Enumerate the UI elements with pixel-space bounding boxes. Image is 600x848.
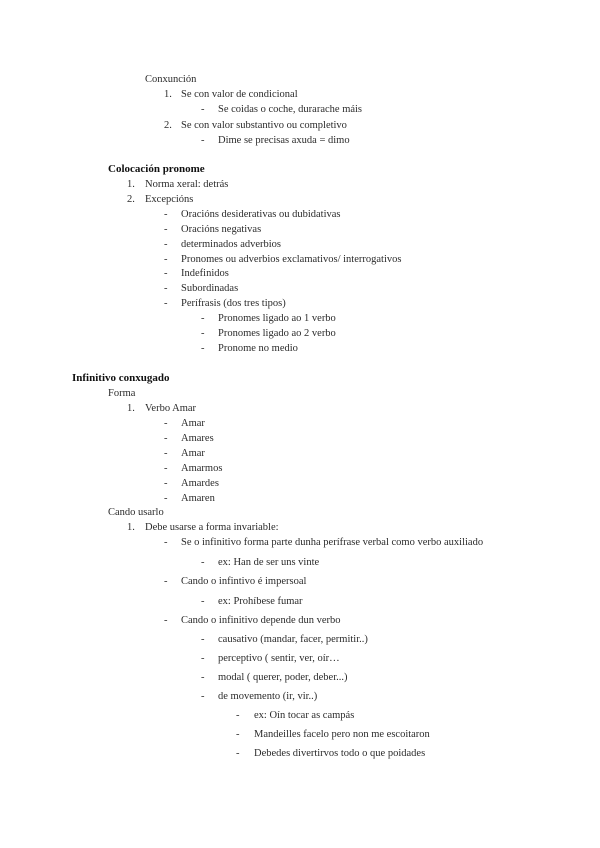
- list-item: Se con valor de condicional: [181, 89, 298, 100]
- list-item: Cando o infintivo é impersoal: [181, 576, 307, 587]
- list-marker: -: [201, 557, 205, 568]
- list-marker: -: [164, 209, 168, 220]
- list-marker: -: [236, 710, 240, 721]
- list-item: ex: Prohíbese fumar: [218, 596, 303, 607]
- list-item: Amarmos: [181, 463, 223, 474]
- list-item: Subordinadas: [181, 283, 239, 294]
- list-marker: -: [164, 463, 168, 474]
- list-item: Excepcións: [145, 194, 194, 205]
- list-item: ex: Han de ser uns vinte: [218, 557, 320, 568]
- list-marker: -: [164, 478, 168, 489]
- subheading-conxuncion: Conxunción: [145, 74, 197, 85]
- list-item: Pronomes ou adverbios exclamativos/ interrogativos: [181, 254, 402, 265]
- list-item: de movemento (ir, vir..): [218, 691, 318, 702]
- list-item: Norma xeral: detrás: [145, 179, 229, 190]
- list-item: Amaren: [181, 493, 215, 504]
- list-marker: -: [164, 448, 168, 459]
- list-marker: -: [201, 596, 205, 607]
- list-marker: -: [164, 268, 168, 279]
- list-item: perceptivo ( sentir, ver, oír…: [218, 653, 340, 664]
- section-heading-infinitivo: Infinitivo conxugado: [72, 372, 170, 384]
- list-item: ex: Oín tocar as campás: [254, 710, 355, 721]
- list-item: Pronomes ligado ao 2 verbo: [218, 328, 336, 339]
- list-marker: -: [201, 343, 205, 354]
- list-item: Amar: [181, 418, 205, 429]
- list-item: modal ( querer, poder, deber...): [218, 672, 348, 683]
- list-marker: -: [164, 418, 168, 429]
- list-marker: -: [236, 748, 240, 759]
- list-marker: 2.: [127, 194, 135, 205]
- list-item: Oracións negativas: [181, 224, 262, 235]
- list-item: Pronomes ligado ao 1 verbo: [218, 313, 336, 324]
- list-marker: -: [164, 239, 168, 250]
- list-item: Perífrasis (dos tres tipos): [181, 298, 286, 309]
- list-marker: -: [201, 313, 205, 324]
- list-marker: -: [201, 328, 205, 339]
- list-marker: -: [164, 224, 168, 235]
- list-marker: -: [236, 729, 240, 740]
- list-item: Indefinidos: [181, 268, 229, 279]
- list-marker: 1.: [127, 179, 135, 190]
- list-marker: -: [164, 576, 168, 587]
- list-item: determinados adverbios: [181, 239, 282, 250]
- list-marker: -: [164, 283, 168, 294]
- list-marker: -: [164, 298, 168, 309]
- list-item: Mandeilles facelo pero non me escoitaron: [254, 729, 430, 740]
- list-marker: 1.: [127, 522, 135, 533]
- list-item: Amares: [181, 433, 214, 444]
- list-marker: -: [164, 433, 168, 444]
- list-marker: -: [201, 672, 205, 683]
- list-marker: -: [164, 537, 168, 548]
- list-item: Debe usarse a forma invariable:: [145, 522, 279, 533]
- list-marker: 2.: [164, 120, 172, 131]
- list-marker: -: [164, 254, 168, 265]
- list-marker: -: [164, 615, 168, 626]
- list-item: Amar: [181, 448, 205, 459]
- list-marker: -: [201, 634, 205, 645]
- subheading-cando-usarlo: Cando usarlo: [108, 507, 164, 518]
- list-marker: -: [201, 653, 205, 664]
- list-item: Cando o infinitivo depende dun verbo: [181, 615, 341, 626]
- list-item: Se con valor substantivo ou completivo: [181, 120, 347, 131]
- list-marker: -: [201, 104, 205, 115]
- list-item: Se o infinitivo forma parte dunha perífrase verbal como verbo auxiliado: [181, 537, 484, 548]
- list-item: Amardes: [181, 478, 219, 489]
- list-item: Se coidas o coche, durarache máis: [218, 104, 363, 115]
- section-heading-colocacion: Colocación pronome: [108, 163, 205, 175]
- list-item: Verbo Amar: [145, 403, 197, 414]
- list-item: causativo (mandar, facer, permitir..): [218, 634, 368, 645]
- list-item: Debedes divertirvos todo o que poidades: [254, 748, 426, 759]
- list-marker: -: [201, 691, 205, 702]
- subheading-forma: Forma: [108, 388, 136, 399]
- list-item: Pronome no medio: [218, 343, 298, 354]
- list-item: Dime se precisas axuda = dimo: [218, 135, 350, 146]
- list-marker: -: [201, 135, 205, 146]
- list-marker: 1.: [127, 403, 135, 414]
- list-marker: -: [164, 493, 168, 504]
- list-marker: 1.: [164, 89, 172, 100]
- list-item: Oracións desiderativas ou dubidativas: [181, 209, 341, 220]
